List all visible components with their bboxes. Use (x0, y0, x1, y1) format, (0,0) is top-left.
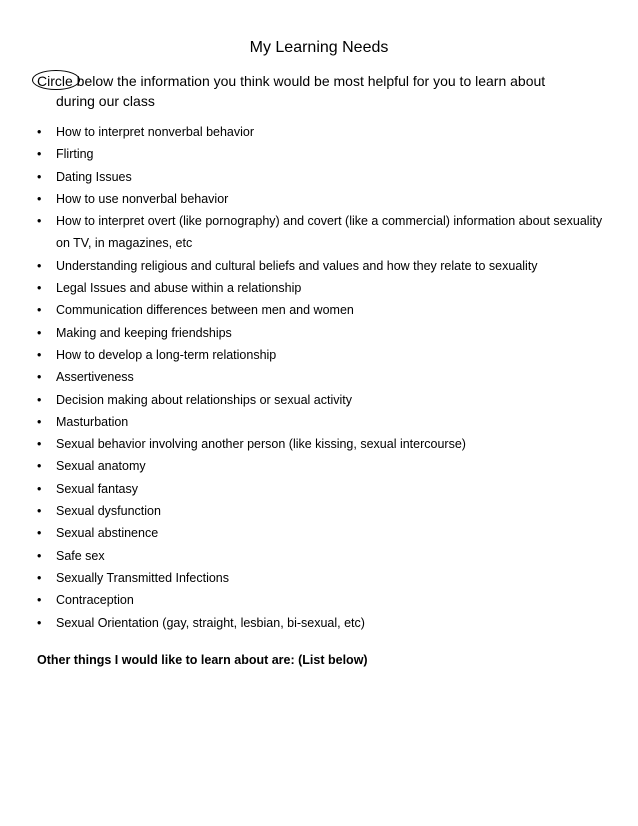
list-item-text: Flirting (56, 147, 94, 162)
list-item (37, 299, 617, 321)
list-item-text: Sexual anatomy (56, 459, 146, 474)
list-item-text: Sexual Orientation (gay, straight, lesbian, bi-sexual, etc) (56, 615, 365, 630)
list-item (37, 143, 617, 165)
list-item (37, 344, 617, 366)
bullet-icon: • (37, 392, 42, 407)
list-item-text: How to use nonverbal behavior (56, 191, 229, 206)
bullet-icon: • (37, 615, 42, 630)
list-item (37, 545, 617, 567)
page-title: My Learning Needs (249, 39, 389, 56)
list-item (37, 277, 617, 299)
bullet-icon: • (37, 570, 42, 585)
list-item-text: Sexual behavior involving another person (like kissing, sexual intercourse) (56, 437, 466, 452)
bullet-icon: • (37, 169, 42, 184)
list-item (37, 166, 617, 188)
list-item (37, 522, 617, 544)
list-item (37, 188, 617, 210)
bullet-icon: • (37, 258, 42, 273)
list-item-text: How to develop a long-term relationship (56, 347, 277, 362)
list-item-text: Sexual dysfunction (56, 504, 161, 519)
list-item-text: Making and keeping friendships (56, 325, 232, 340)
bullet-icon: • (37, 481, 42, 496)
list-item (37, 567, 617, 589)
bullet-icon: • (37, 459, 42, 474)
list-item (37, 478, 617, 500)
list-item (37, 612, 617, 634)
list-item-text: Contraception (56, 593, 134, 608)
bullet-icon: • (37, 548, 42, 563)
bullet-icon: • (37, 191, 42, 206)
list-item (37, 322, 617, 344)
other-topics-prompt: Other things I would like to learn about are: (List below) (37, 653, 368, 667)
list-item (37, 433, 617, 455)
bullet-icon: • (37, 347, 42, 362)
list-item-text: Masturbation (56, 414, 129, 429)
list-item (37, 389, 617, 411)
bullet-icon: • (37, 281, 42, 296)
list-item (37, 366, 617, 388)
list-item-text: Sexual abstinence (56, 526, 159, 541)
bullet-icon: • (37, 125, 42, 139)
bullet-icon: • (37, 370, 42, 385)
bullet-icon: • (37, 504, 42, 519)
bullet-icon: • (37, 214, 42, 229)
bullet-icon: • (37, 593, 42, 608)
list-item-text: Legal Issues and abuse within a relationship (56, 281, 302, 296)
list-item-text: Decision making about relationships or sexual activity (56, 392, 352, 407)
list-item-text: How to interpret overt (like pornography) and covert (like a commercial) information about sexuality on TV, in magazines, etc (56, 214, 603, 251)
circled-word: Circle (37, 73, 73, 89)
list-item (37, 500, 617, 522)
bullet-icon: • (37, 147, 42, 162)
bullet-icon: • (37, 325, 42, 340)
list-item (37, 121, 617, 143)
list-item (37, 411, 617, 433)
list-item-text: Sexual fantasy (56, 481, 138, 496)
instructions-line2: during our class (56, 93, 155, 109)
list-item-text: Safe sex (56, 548, 105, 563)
list-item-text: How to interpret nonverbal behavior (56, 125, 255, 139)
list-item (37, 455, 617, 477)
list-item-text: Dating Issues (56, 169, 132, 184)
topic-list (37, 121, 617, 634)
instructions (37, 71, 617, 111)
instructions-line1: below the information you think would be most helpful for you to learn about (72, 73, 546, 89)
list-item (37, 255, 617, 277)
bullet-icon: • (37, 414, 42, 429)
bullet-icon: • (37, 437, 42, 452)
list-item (37, 210, 617, 255)
list-item-text: Sexually Transmitted Infections (56, 570, 229, 585)
list-item-text: Communication differences between men and women (56, 303, 354, 318)
list-item (37, 589, 617, 611)
bullet-icon: • (37, 303, 42, 318)
bullet-icon: • (37, 526, 42, 541)
list-item-text: Understanding religious and cultural beliefs and values and how they relate to sexuality (56, 258, 538, 273)
list-item-text: Assertiveness (56, 370, 134, 385)
